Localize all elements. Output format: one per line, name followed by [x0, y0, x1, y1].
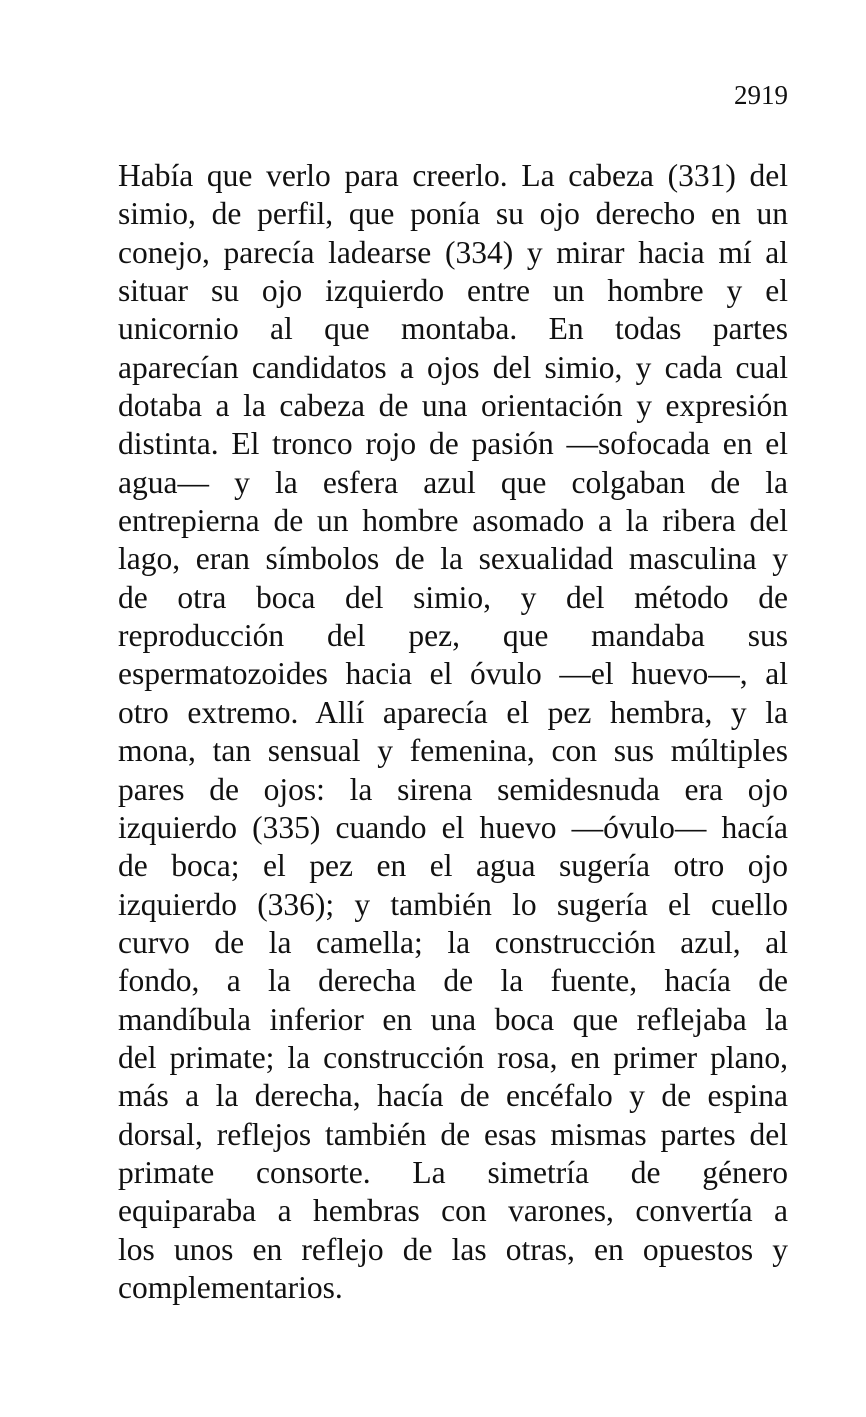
text-line: primate consorte. La simetría de género [118, 1154, 788, 1190]
body-paragraph [118, 157, 788, 1307]
text-line: reproducción del pez, que mandaba sus [118, 618, 788, 654]
text-line: mona, tan sensual y femenina, con sus múltiples [118, 733, 788, 769]
text-line: izquierdo (335) cuando el huevo —óvulo— hacía [118, 809, 788, 845]
text-line: mandíbula inferior en una boca que reflejaba la [118, 1001, 788, 1037]
text-line: dorsal, reflejos también de esas mismas partes del [118, 1116, 788, 1152]
text-line: situar su ojo izquierdo entre un hombre y el [118, 273, 788, 309]
text-line: pares de ojos: la sirena semidesnuda era ojo [118, 771, 788, 807]
text-line: unicornio al que montaba. En todas partes [118, 311, 788, 347]
text-line: espermatozoides hacia el óvulo —el huevo—, al [118, 656, 788, 692]
text-line: otro extremo. Allí aparecía el pez hembra, y la [118, 694, 788, 730]
text-line: más a la derecha, hacía de encéfalo y de espina [118, 1078, 788, 1114]
text-line: los unos en reflejo de las otras, en opuestos y [118, 1231, 788, 1267]
text-line: fondo, a la derecha de la fuente, hacía de [118, 963, 788, 999]
text-line: entrepierna de un hombre asomado a la ribera del [118, 503, 788, 539]
text-line: conejo, parecía ladearse (334) y mirar hacia mí al [118, 234, 788, 270]
text-line: lago, eran símbolos de la sexualidad masculina y [118, 541, 788, 577]
text-line: agua— y la esfera azul que colgaban de la [118, 464, 788, 500]
text-line: distinta. El tronco rojo de pasión —sofocada en el [118, 426, 788, 462]
text-line: izquierdo (336); y también lo sugería el cuello [118, 886, 788, 922]
text-line: de boca; el pez en el agua sugería otro ojo [118, 848, 788, 884]
text-line: Había que verlo para creerlo. La cabeza (331) del [118, 158, 788, 193]
text-line: curvo de la camella; la construcción azul, al [118, 924, 788, 960]
text-line: de otra boca del simio, y del método de [118, 579, 788, 615]
text-line: dotaba a la cabeza de una orientación y expresión [118, 388, 788, 424]
page-number: 2919 [734, 80, 788, 110]
text-line: equiparaba a hembras con varones, convertía a [118, 1193, 788, 1229]
text-line: simio, de perfil, que ponía su ojo derecho en un [118, 196, 788, 232]
text-line: complementarios. [118, 1269, 343, 1305]
text-line: aparecían candidatos a ojos del simio, y cada cual [118, 349, 788, 385]
text-line: del primate; la construcción rosa, en primer plano, [118, 1039, 788, 1075]
